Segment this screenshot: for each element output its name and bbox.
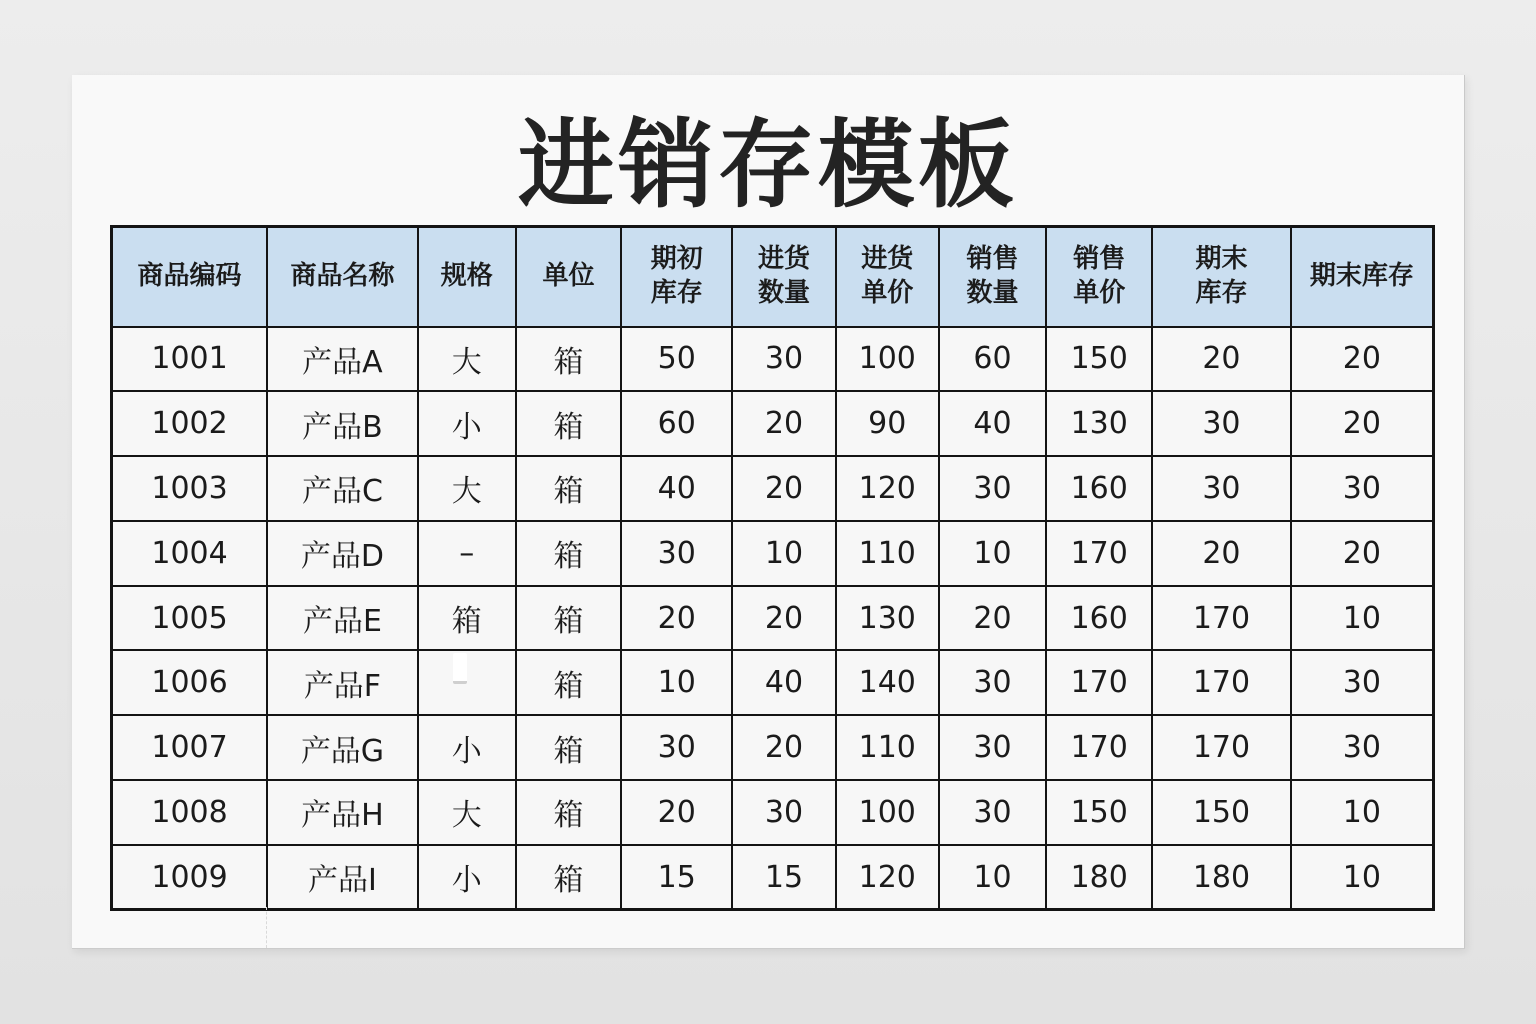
cell-product-name: 产品F <box>267 650 418 715</box>
cell-opening-stock: 20 <box>621 586 732 651</box>
cell-product-name: 产品G <box>267 715 418 780</box>
cell-unit: 箱 <box>516 586 622 651</box>
cell-product-name: 产品B <box>267 391 418 456</box>
cell-purchase-qty: 15 <box>732 845 836 910</box>
cell-purchase-qty: 20 <box>732 586 836 651</box>
cell-product-name: 产品E <box>267 586 418 651</box>
column-header-purchase-qty: 进货 数量 <box>732 227 836 327</box>
cell-sales-qty: 30 <box>939 780 1047 845</box>
cell-purchase-price: 120 <box>836 845 939 910</box>
cell-unit: 箱 <box>516 521 622 586</box>
page-card <box>72 75 1465 949</box>
cell-ending-stock: 170 <box>1152 586 1291 651</box>
cell-sales-price: 160 <box>1046 456 1152 521</box>
column-header-spec: 规格 <box>418 227 516 327</box>
cell-product-code: 1009 <box>112 845 268 910</box>
cell-sales-price: 170 <box>1046 650 1152 715</box>
cell-ending-stock-2: 10 <box>1291 586 1434 651</box>
cell-spec: – <box>418 521 516 586</box>
cell-product-code: 1002 <box>112 391 268 456</box>
page-fold-line <box>266 907 267 948</box>
cell-purchase-price: 110 <box>836 715 939 780</box>
cell-opening-stock: 40 <box>621 456 732 521</box>
cell-purchase-qty: 20 <box>732 391 836 456</box>
cell-sales-qty: 10 <box>939 845 1047 910</box>
cell-purchase-price: 100 <box>836 327 939 392</box>
column-header-unit: 单位 <box>516 227 622 327</box>
cell-opening-stock: 60 <box>621 391 732 456</box>
cell-ending-stock-2: 20 <box>1291 327 1434 392</box>
cell-unit: 箱 <box>516 456 622 521</box>
cell-ending-stock-2: 20 <box>1291 391 1434 456</box>
cell-product-name: 产品H <box>267 780 418 845</box>
table-row-1002 <box>112 391 1434 456</box>
cell-ending-stock: 150 <box>1152 780 1291 845</box>
table-row-1009 <box>112 845 1434 910</box>
cell-spec: 小 <box>418 845 516 910</box>
cell-spec: 大 <box>418 456 516 521</box>
cell-purchase-price: 90 <box>836 391 939 456</box>
cell-product-name: 产品A <box>267 327 418 392</box>
cell-purchase-price: 140 <box>836 650 939 715</box>
cell-ending-stock: 30 <box>1152 391 1291 456</box>
cell-sales-price: 170 <box>1046 521 1152 586</box>
cell-opening-stock: 50 <box>621 327 732 392</box>
cell-opening-stock: 30 <box>621 521 732 586</box>
cell-product-code: 1008 <box>112 780 268 845</box>
cell-product-name: 产品C <box>267 456 418 521</box>
cell-purchase-price: 110 <box>836 521 939 586</box>
column-header-ending-stock-2: 期末库存 <box>1291 227 1434 327</box>
cell-product-code: 1004 <box>112 521 268 586</box>
cell-sales-price: 160 <box>1046 586 1152 651</box>
cell-purchase-qty: 20 <box>732 715 836 780</box>
cell-product-code: 1005 <box>112 586 268 651</box>
cell-product-code: 1001 <box>112 327 268 392</box>
cell-spec: 小 <box>418 715 516 780</box>
table-row-1001 <box>112 327 1434 392</box>
inventory-table <box>110 225 1435 911</box>
page-title: 进销存模板 <box>518 109 1018 221</box>
cell-opening-stock: 10 <box>621 650 732 715</box>
cell-sales-qty: 30 <box>939 650 1047 715</box>
inventory-table-container <box>110 225 1435 911</box>
header-row <box>112 227 1434 327</box>
column-header-opening-stock: 期初 库存 <box>621 227 732 327</box>
cell-unit: 箱 <box>516 780 622 845</box>
cell-spec: 大 <box>418 327 516 392</box>
cell-ending-stock: 170 <box>1152 650 1291 715</box>
cell-sales-price: 170 <box>1046 715 1152 780</box>
cell-ending-stock: 30 <box>1152 456 1291 521</box>
column-header-product-code: 商品编码 <box>112 227 268 327</box>
cell-product-code: 1007 <box>112 715 268 780</box>
cell-purchase-qty: 30 <box>732 327 836 392</box>
table-row-1007 <box>112 715 1434 780</box>
cell-purchase-qty: 10 <box>732 521 836 586</box>
cell-sales-price: 130 <box>1046 391 1152 456</box>
cell-spec <box>418 650 516 715</box>
cell-ending-stock-2: 30 <box>1291 715 1434 780</box>
cell-ending-stock-2: 10 <box>1291 780 1434 845</box>
cell-opening-stock: 20 <box>621 780 732 845</box>
cell-purchase-qty: 30 <box>732 780 836 845</box>
table-row-1008 <box>112 780 1434 845</box>
cell-ending-stock-2: 30 <box>1291 650 1434 715</box>
cell-ending-stock-2: 10 <box>1291 845 1434 910</box>
column-header-sales-price: 销售 单价 <box>1046 227 1152 327</box>
cell-sales-price: 150 <box>1046 327 1152 392</box>
cell-sales-qty: 30 <box>939 715 1047 780</box>
cell-sales-qty: 60 <box>939 327 1047 392</box>
table-row-1003 <box>112 456 1434 521</box>
table-body <box>112 327 1434 910</box>
cell-ending-stock: 20 <box>1152 327 1291 392</box>
cell-sales-qty: 20 <box>939 586 1047 651</box>
cell-product-code: 1006 <box>112 650 268 715</box>
cell-opening-stock: 15 <box>621 845 732 910</box>
cell-spec: 大 <box>418 780 516 845</box>
table-row-1006 <box>112 650 1434 715</box>
cell-sales-qty: 40 <box>939 391 1047 456</box>
cell-purchase-price: 130 <box>836 586 939 651</box>
cell-purchase-qty: 20 <box>732 456 836 521</box>
cell-purchase-price: 100 <box>836 780 939 845</box>
cell-unit: 箱 <box>516 391 622 456</box>
cell-ending-stock: 170 <box>1152 715 1291 780</box>
cell-sales-price: 150 <box>1046 780 1152 845</box>
cell-product-name: 产品I <box>267 845 418 910</box>
cell-spec: 箱 <box>418 586 516 651</box>
cell-sales-price: 180 <box>1046 845 1152 910</box>
column-header-purchase-price: 进货 单价 <box>836 227 939 327</box>
cell-sales-qty: 30 <box>939 456 1047 521</box>
cell-sales-qty: 10 <box>939 521 1047 586</box>
cell-purchase-qty: 40 <box>732 650 836 715</box>
column-header-ending-stock: 期末 库存 <box>1152 227 1291 327</box>
table-row-1004 <box>112 521 1434 586</box>
cell-unit: 箱 <box>516 327 622 392</box>
table-row-1005 <box>112 586 1434 651</box>
cell-ending-stock: 20 <box>1152 521 1291 586</box>
table-header <box>112 227 1434 327</box>
cell-ending-stock: 180 <box>1152 845 1291 910</box>
cell-spec: 小 <box>418 391 516 456</box>
column-header-sales-qty: 销售 数量 <box>939 227 1047 327</box>
cell-unit: 箱 <box>516 715 622 780</box>
cell-product-code: 1003 <box>112 456 268 521</box>
cell-product-name: 产品D <box>267 521 418 586</box>
cell-purchase-price: 120 <box>836 456 939 521</box>
cell-ending-stock-2: 30 <box>1291 456 1434 521</box>
column-header-product-name: 商品名称 <box>267 227 418 327</box>
cell-unit: 箱 <box>516 650 622 715</box>
cell-unit: 箱 <box>516 845 622 910</box>
cell-ending-stock-2: 20 <box>1291 521 1434 586</box>
cell-opening-stock: 30 <box>621 715 732 780</box>
